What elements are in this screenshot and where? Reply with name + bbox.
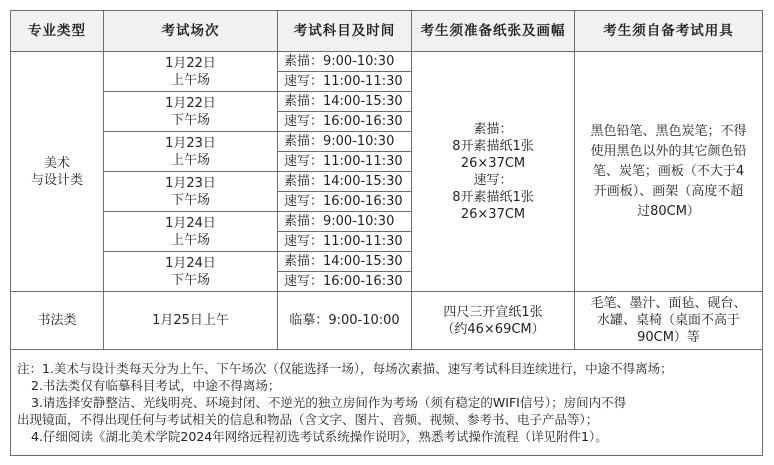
session-cell <box>104 132 278 172</box>
session-cell <box>104 212 278 252</box>
session-date: 1月24日 <box>165 255 216 271</box>
session-date: 1月24日 <box>165 215 216 231</box>
calligraphy-tools-cell: 毛笔、墨汁、面毡、砚台、 水罐、桌椅（桌面不高于 90CM）等 <box>575 292 763 350</box>
session-cell <box>104 92 278 132</box>
subject-time: 速写：16:00-16:30 <box>278 272 412 292</box>
exam-schedule-table <box>10 10 763 456</box>
note-line: 出现镜面，不得出现任何与考试相关的信息和物品（含文字、图片、音频、视频、参考书、电子产品等）； <box>17 412 599 427</box>
calligraphy-type-cell: 书法类 <box>11 292 104 350</box>
art-tools-cell: 黑色铅笔、黑色炭笔；不得 使用黑色以外的其它颜色铅 笔、炭笔；画板（不大于4 开画板）、画架（高度不超 过80CM） <box>575 52 763 292</box>
header-row <box>11 11 763 52</box>
subject-time: 素描：9:00-10:30 <box>278 212 412 232</box>
calligraphy-subject-cell: 临摹：9:00-10:00 <box>278 292 412 350</box>
session-date: 1月22日 <box>165 95 216 111</box>
note-line: 3.请选择安静整洁、光线明亮、环境封闭、不逆光的独立房间作为考场（须有稳定的WIFI信号）；房间内不得 <box>31 395 627 410</box>
note-line: 4.仔细阅读《湖北美术学院2024年网络远程初选考试系统操作说明》，熟悉考试操作流程（详见附件1）。 <box>31 429 608 444</box>
session-date: 1月23日 <box>165 135 216 151</box>
subject-time: 素描：9:00-10:30 <box>278 132 412 152</box>
session-period: 下午场 <box>170 192 210 208</box>
session-cell <box>104 252 278 292</box>
subject-time: 速写：16:00-16:30 <box>278 192 412 212</box>
subject-time: 速写：11:00-11:30 <box>278 72 412 92</box>
subject-time: 素描：14:00-15:30 <box>278 92 412 112</box>
session-period: 上午场 <box>170 152 210 168</box>
subject-time: 速写：11:00-11:30 <box>278 152 412 172</box>
calligraphy-paper-cell: 四尺三开宣纸1张 （约46×69CM） <box>412 292 575 350</box>
header-subject-time: 考试科目及时间 <box>278 11 412 52</box>
subject-time: 素描：14:00-15:30 <box>278 252 412 272</box>
header-major-type: 专业类型 <box>11 11 104 52</box>
session-date: 1月22日 <box>165 55 216 71</box>
session-date: 1月23日 <box>165 175 216 191</box>
notes-row <box>11 350 763 456</box>
session-period: 下午场 <box>170 272 210 288</box>
header-paper: 考生须准备纸张及画幅 <box>412 11 575 52</box>
subject-time: 素描：14:00-15:30 <box>278 172 412 192</box>
calligraphy-row <box>11 292 763 350</box>
subject-time: 速写：16:00-16:30 <box>278 112 412 132</box>
note-line: 2.书法类仅有临摹科目考试，中途不得离场； <box>31 378 281 393</box>
table-row <box>11 52 763 72</box>
subject-time: 速写：11:00-11:30 <box>278 232 412 252</box>
art-paper-cell: 素描： 8开素描纸1张 26×37CM 速写： 8开素描纸1张 26×37CM <box>412 52 575 292</box>
session-cell <box>104 52 278 92</box>
art-type-cell: 美术 与设计类 <box>11 52 104 292</box>
note-line: 注：1.美术与设计类每天分为上午、下午场次（仅能选择一场），每场次素描、速写考试科目连续进行，中途不得离场； <box>17 361 673 376</box>
subject-time: 素描：9:00-10:30 <box>278 52 412 72</box>
header-tools: 考生须自备考试用具 <box>575 11 763 52</box>
calligraphy-session-cell: 1月25日上午 <box>104 292 278 350</box>
notes-cell <box>11 350 763 456</box>
session-period: 下午场 <box>170 112 210 128</box>
session-period: 上午场 <box>170 72 210 88</box>
header-session: 考试场次 <box>104 11 278 52</box>
session-cell <box>104 172 278 212</box>
session-period: 上午场 <box>170 232 210 248</box>
